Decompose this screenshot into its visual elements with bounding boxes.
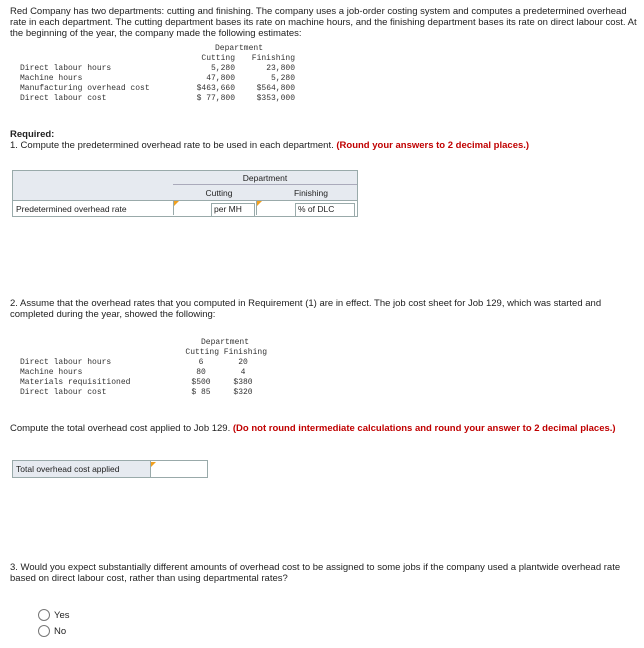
finishing-rate-input[interactable] (256, 201, 294, 215)
job129-row-label: Machine hours (20, 368, 83, 377)
estimates-cutting-value: 5,280 (210, 64, 235, 73)
job129-finishing-value: 4 (240, 368, 246, 377)
rates-row-label: Predetermined overhead rate (16, 204, 127, 214)
job129-row (20, 378, 267, 388)
job129-col-finishing: Finishing (223, 348, 267, 357)
question-2-compute-text: Compute the total overhead cost applied to Job 129. (10, 423, 231, 434)
job129-row (20, 368, 267, 378)
answer-options (38, 608, 70, 640)
estimates-col-finishing: Finishing (251, 54, 295, 63)
estimates-row-label: Manufacturing overhead cost (20, 84, 150, 93)
job129-row (20, 388, 267, 398)
job129-row-label: Direct labour cost (20, 388, 107, 397)
estimates-finishing-value: $353,000 (256, 94, 295, 103)
option-no[interactable] (38, 624, 70, 640)
estimates-finishing-value: 23,800 (266, 64, 295, 73)
intro-text: Red Company has two departments: cutting and finishing. The company uses a job-order costing system and computes a predetermined overhead rate in each department. The cutting department bases its rate on machine hours, and the finishing department bases its rate on direct labour cost. At the beginning of the year, the company made the following estimates: (10, 6, 637, 39)
required-heading: Required: (10, 129, 55, 140)
estimates-row (20, 94, 295, 104)
requirement-1 (10, 140, 638, 151)
estimates-cutting-value: $463,660 (196, 84, 235, 93)
option-yes-label: Yes (54, 610, 70, 621)
estimates-row-label: Direct labour cost (20, 94, 107, 103)
rates-col-finishing: Finishing (293, 188, 329, 198)
estimates-department-header: Department (214, 44, 263, 53)
estimates-row (20, 74, 295, 84)
requirement-1-text: 1. Compute the predetermined overhead rate to be used in each department. (10, 140, 334, 151)
estimates-row-label: Machine hours (20, 74, 83, 83)
requirement-1-note: (Round your answers to 2 decimal places.) (336, 140, 530, 151)
estimates-row (20, 64, 295, 74)
estimates-cutting-value: $ 77,800 (196, 94, 235, 103)
job129-finishing-value: $320 (233, 388, 253, 397)
estimates-table (20, 44, 295, 104)
option-no-label: No (54, 626, 67, 637)
estimates-finishing-value: 5,280 (270, 74, 295, 83)
total-overhead-label: Total overhead cost applied (13, 461, 151, 477)
estimates-row (20, 84, 295, 94)
job129-finishing-value: 20 (238, 358, 248, 367)
answer-table-rates (12, 170, 358, 217)
question-3-text: 3. Would you expect substantially different amounts of overhead cost to be assigned to some jobs if the company used a plantwide overhead rate based on direct labour cost, rather than using departmental rates? (10, 562, 621, 584)
job129-col-cutting: Cutting (185, 348, 219, 357)
job129-finishing-value: $380 (233, 378, 253, 387)
option-yes[interactable] (38, 608, 70, 624)
job129-cutting-value: $ 85 (191, 388, 211, 397)
estimates-cutting-value: 47,800 (206, 74, 235, 83)
job129-department-header: Department (200, 338, 249, 347)
rates-department-header: Department (242, 173, 288, 183)
question-2-compute-note: (Do not round intermediate calculations and round your answer to 2 decimal places.) (232, 423, 616, 434)
job129-cutting-value: $500 (191, 378, 211, 387)
estimates-finishing-value: $564,800 (256, 84, 295, 93)
job129-cutting-value: 80 (196, 368, 206, 377)
radio-no[interactable] (38, 625, 50, 637)
job129-cutting-value: 6 (198, 358, 204, 367)
job129-table (20, 338, 267, 398)
job129-row (20, 358, 267, 368)
job129-row-label: Materials requisitioned (20, 378, 131, 387)
total-overhead-input[interactable] (151, 462, 205, 474)
question-2-compute (10, 423, 638, 434)
estimates-col-cutting: Cutting (201, 54, 235, 63)
radio-yes[interactable] (38, 609, 50, 621)
cutting-rate-unit: per MH (211, 203, 255, 217)
rates-col-cutting: Cutting (205, 188, 233, 198)
question-2-text: 2. Assume that the overhead rates that you computed in Requirement (1) are in effect. The job cost sheet for Job 129, which was started and completed during the year, showed the following: (10, 298, 602, 320)
finishing-rate-unit: % of DLC (295, 203, 355, 217)
estimates-row-label: Direct labour hours (20, 64, 112, 73)
cutting-rate-input[interactable] (173, 201, 211, 215)
total-overhead-row (12, 460, 208, 478)
job129-row-label: Direct labour hours (20, 358, 112, 367)
